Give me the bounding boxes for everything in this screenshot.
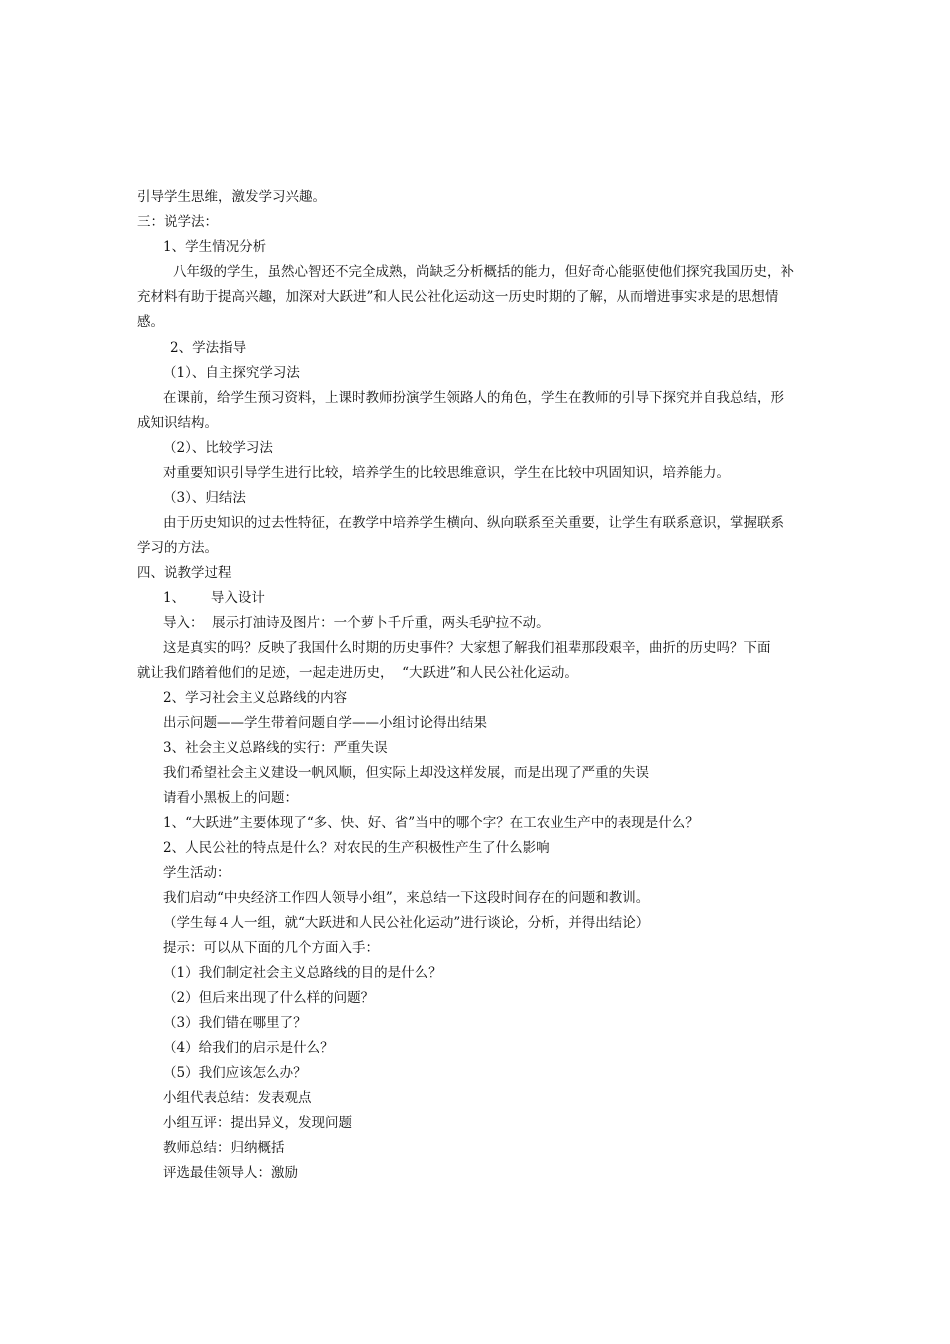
- subsection-heading: 1、 导入设计: [163, 590, 265, 606]
- section-heading: 三：说学法：: [137, 214, 218, 230]
- list-item: （2）但后来出现了什么样的问题？: [163, 990, 375, 1006]
- paragraph-line: 充材料有助于提高兴趣，加深对大跃进”和人民公社化运动这一历史时期的了解，从而增进事实求是的思想情: [137, 289, 779, 305]
- paragraph-line: （学生每４人一组，就“大跃进和人民公社化运动”进行谈论，分析，并得出结论）: [163, 915, 650, 931]
- list-item: （3）我们错在哪里了？: [163, 1015, 307, 1031]
- paragraph-line: 成知识结构。: [137, 415, 218, 431]
- paragraph-line: 请看小黑板上的问题：: [163, 790, 298, 806]
- paragraph-line: 对重要知识引导学生进行比较，培养学生的比较思维意识，学生在比较中巩固知识，培养能力。: [163, 465, 730, 481]
- list-item: （4）给我们的启示是什么？: [163, 1040, 334, 1056]
- list-item: （5）我们应该怎么办？: [163, 1065, 307, 1081]
- question-line: 2、人民公社的特点是什么？对农民的生产积极性产生了什么影响: [163, 840, 550, 856]
- paragraph-line: 小组代表总结：发表观点: [163, 1090, 312, 1106]
- paragraph-line: 导入： 展示打油诗及图片：一个萝卜千斤重，两头毛驴拉不动。: [163, 615, 550, 631]
- list-heading: （1）、自主探究学习法: [163, 365, 300, 381]
- paragraph-line: 八年级的学生，虽然心智还不完全成熟，尚缺乏分析概括的能力，但好奇心能驱使他们探究我国历史，补: [173, 264, 794, 280]
- list-item: （1）我们制定社会主义总路线的目的是什么？: [163, 965, 442, 981]
- paragraph-line: 教师总结：归纳概括: [163, 1140, 285, 1156]
- list-heading: （3）、归结法: [163, 490, 246, 506]
- paragraph-line: 在课前，给学生预习资料，上课时教师扮演学生领路人的角色，学生在教师的引导下探究并自我总结，形: [163, 390, 784, 406]
- paragraph-line: 感。: [137, 314, 164, 330]
- subsection-heading: 2、学习社会主义总路线的内容: [163, 690, 348, 706]
- paragraph-line: 这是真实的吗？反映了我国什么时期的历史事件？大家想了解我们祖辈那段艰辛，曲折的历史吗？下面: [163, 640, 771, 656]
- section-heading: 四、说教学过程: [137, 565, 232, 581]
- paragraph-line: 小组互评：提出异义，发现问题: [163, 1115, 352, 1131]
- paragraph-line: 我们希望社会主义建设一帆风顺，但实际上却没这样发展，而是出现了严重的失误: [163, 765, 649, 781]
- text-line: 引导学生思维，激发学习兴趣。: [137, 189, 326, 205]
- paragraph-line: 出示问题——学生带着问题自学——小组讨论得出结果: [163, 715, 487, 731]
- subsection-heading: 1、学生情况分析: [163, 239, 267, 255]
- question-line: 1、“大跃进”主要体现了“多、快、好、省”当中的哪个字？在工农业生产中的表现是什么？: [163, 815, 699, 831]
- paragraph-line: 学生活动：: [163, 865, 231, 881]
- subsection-heading: 3、社会主义总路线的实行：严重失误: [163, 740, 388, 756]
- subsection-heading: 2、学法指导: [170, 340, 247, 356]
- paragraph-line: 由于历史知识的过去性特征，在教学中培养学生横向、纵向联系至关重要，让学生有联系意识，掌握联系: [163, 515, 784, 531]
- paragraph-line: 评选最佳领导人：激励: [163, 1165, 298, 1181]
- list-heading: （2）、比较学习法: [163, 440, 273, 456]
- paragraph-line: 提示：可以从下面的几个方面入手：: [163, 940, 379, 956]
- paragraph-line: 就让我们踏着他们的足迹，一起走进历史， “大跃进”和人民公社化运动。: [137, 665, 578, 681]
- paragraph-line: 我们启动“中央经济工作四人领导小组”，来总结一下这段时间存在的问题和教训。: [163, 890, 650, 906]
- paragraph-line: 学习的方法。: [137, 540, 218, 556]
